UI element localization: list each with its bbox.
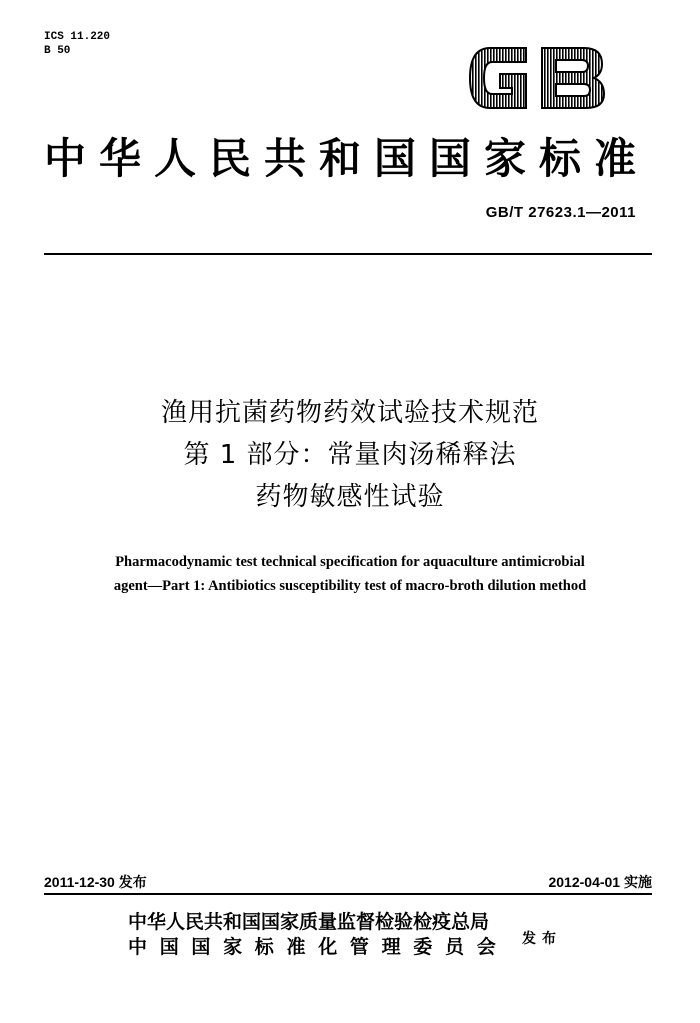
ics-code: ICS 11.220 [44,31,111,43]
english-title [40,550,660,598]
issuer-sac: 中国国家标准化管理委员会 [128,936,509,958]
chinese-title-line-2: 第 1 部分：常量肉汤稀释法 [183,440,517,470]
issue-date: 2011-12-30 发布 [44,874,147,890]
classification-codes [44,30,110,58]
english-title-line-2: agent—Part 1: Antibiotics susceptibility test of macro-broth dilution method [113,578,587,594]
chinese-title-line-1: 渔用抗菌药物药效试验技术规范 [160,398,539,428]
chinese-title [0,392,700,518]
chinese-title-line-3: 药物敏感性试验 [255,482,445,512]
gb-logo [466,40,610,116]
publish-label: 发布 [522,931,562,947]
header-divider [44,253,652,255]
issuer-aqsiq: 中华人民共和国国家质量监督检验检疫总局 [128,911,490,933]
english-title-line-1: Pharmacodynamic test technical specification for aquaculture antimicrobial [115,554,585,570]
footer-divider [44,893,652,895]
standard-type-heading: 中华人民共和国国家标准 [44,134,650,183]
implementation-date: 2012-04-01 实施 [548,874,652,890]
issuing-authorities [128,910,508,960]
ccs-code: B 50 [44,45,71,57]
standard-code: GB/T 27623.1—2011 [485,204,636,221]
